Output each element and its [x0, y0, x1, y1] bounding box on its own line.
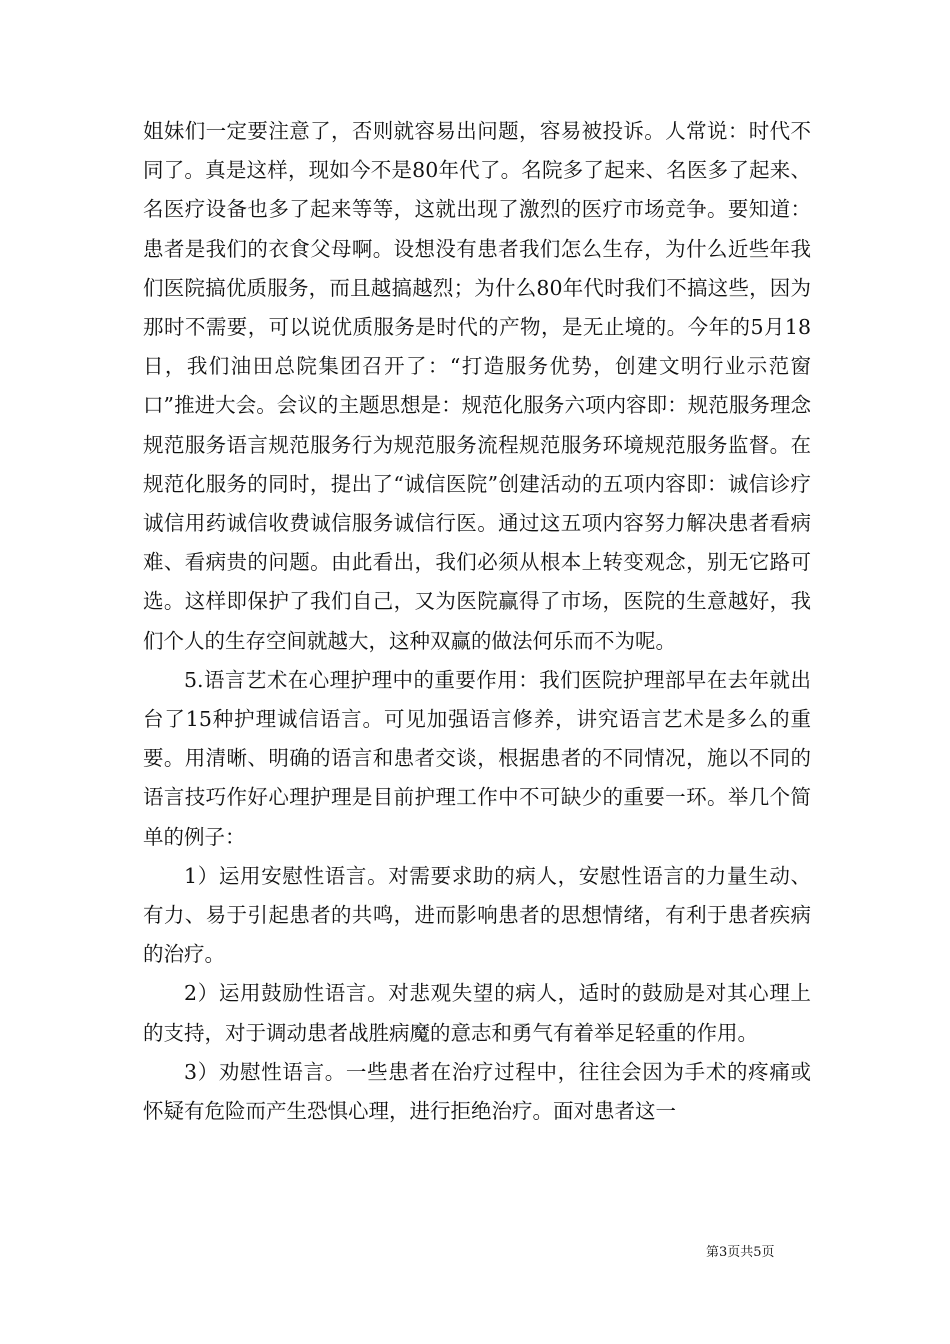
page-number-footer: 第3页共5页	[706, 1245, 775, 1260]
paragraph: 3）劝慰性语言。一些患者在治疗过程中，往往会因为手术的疼痛或怀疑有危险而产生恐惧心理，进行拒绝治疗。面对患者这一	[143, 1059, 811, 1124]
paragraph: 姐妹们一定要注意了，否则就容易出问题，容易被投诉。人常说：时代不同了。真是这样，现如今不是80年代了。名院多了起来、名医多了起来、名医疗设备也多了起来等等，这就出现了激烈的医疗市场竞争。要知道：患者是我们的衣食父母啊。设想没有患者我们怎么生存，为什么近些年我们医院搞优质服务，而且越搞越烈；为什么80年代时我们不搞这些，因为那时不需要，可以说优质服务是时代的产物，是无止境的。今年的5月18日，我们油田总院集团召开了：“打造服务优势，创建文明行业示范窗口”推进大会。会议的主题思想是：规范化服务六项内容即：规范服务理念规范服务语言规范服务行为规范服务流程规范服务环境规范服务监督。在规范化服务的同时，提出了“诚信医院”创建活动的五项内容即：诚信诊疗诚信用药诚信收费诚信服务诚信行医。通过这五项内容努力解决患者看病难、看病贵的问题。由此看出，我们必须从根本上转变观念，别无它路可选。这样即保护了我们自己，又为医院赢得了市场，医院的生意越好，我们个人的生存空间就越大，这种双赢的做法何乐而不为呢。	[143, 119, 811, 653]
paragraph: 1）运用安慰性语言。对需要求助的病人，安慰性语言的力量生动、有力、易于引起患者的共鸣，进而影响患者的思想情绪，有利于患者疾病的治疗。	[143, 863, 811, 967]
body-text	[143, 112, 811, 1131]
paragraph: 5.语言艺术在心理护理中的重要作用：我们医院护理部早在去年就出台了15种护理诚信语言。可见加强语言修养，讲究语言艺术是多么的重要。用清晰、明确的语言和患者交谈，根据患者的不同情况，施以不同的语言技巧作好心理护理是目前护理工作中不可缺少的重要一环。举几个简单的例子：	[143, 667, 811, 849]
paragraph: 2）运用鼓励性语言。对悲观失望的病人，适时的鼓励是对其心理上的支持，对于调动患者战胜病魔的意志和勇气有着举足轻重的作用。	[143, 981, 811, 1045]
